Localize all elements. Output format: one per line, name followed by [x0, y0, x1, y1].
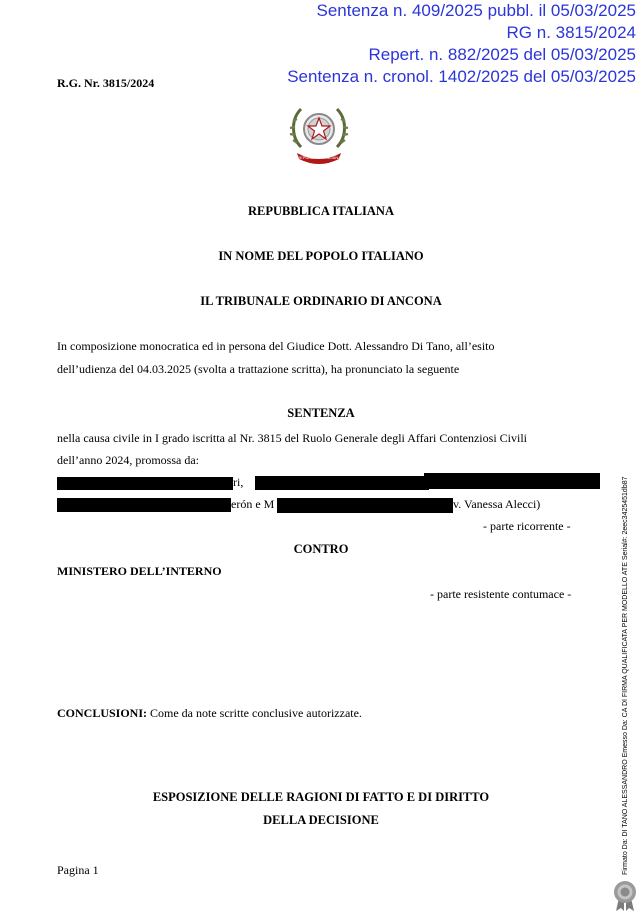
publication-stamp	[287, 0, 636, 88]
redaction-block	[277, 498, 453, 513]
composition-line-1: In composizione monocratica ed in persona del Giudice Dott. Alessandro Di Tano, all’esito	[57, 339, 495, 353]
redaction-block	[255, 476, 429, 490]
conclusioni	[57, 706, 362, 721]
party-fragment: v. Vanessa Alecci)	[453, 497, 541, 511]
resistente-label: - parte resistente contumace -	[430, 587, 572, 601]
sentenza-title: SENTENZA	[287, 406, 355, 420]
emblem-ribbon-text: REPUBBLICA ITALIANA	[297, 155, 341, 160]
conclusioni-label: CONCLUSIONI:	[57, 706, 148, 720]
rg-number: R.G. Nr. 3815/2024	[57, 76, 155, 90]
in-name-title: IN NOME DEL POPOLO ITALIANO	[218, 249, 424, 263]
causa-line-2: dell’anno 2024, promossa da:	[57, 453, 199, 467]
esposizione-title-line-1: ESPOSIZIONE DELLE RAGIONI DI FATTO E DI DIRITTO	[152, 790, 490, 804]
stamp-line-3: Repert. n. 882/2025 del 05/03/2025	[368, 45, 636, 64]
page-number: Pagina 1	[57, 863, 99, 877]
stamp-line-1: Sentenza n. 409/2025 pubbl. il 05/03/2025	[316, 1, 636, 20]
ricorrente-label: - parte ricorrente -	[483, 519, 571, 533]
signature-seal-icon	[612, 880, 638, 912]
redaction-block	[424, 473, 600, 489]
redaction-block	[57, 477, 233, 490]
conclusioni-text: Come da note scritte conclusive autorizzate.	[147, 706, 362, 720]
digital-signature-text: Firmato Da: DI TANO ALESSANDRO Emesso Da: CA DI FIRMA QUALIFICATA PER MODELLO ATE Serial#: 2eec3425451db87	[622, 476, 629, 875]
party-fragment: erón e M	[231, 497, 275, 511]
stamp-line-2: RG n. 3815/2024	[506, 23, 636, 42]
ministry-name: MINISTERO DELL’INTERNO	[57, 564, 222, 578]
republic-title: REPUBBLICA ITALIANA	[248, 204, 394, 218]
party-fragment: ri,	[233, 475, 244, 489]
contro-title: CONTRO	[293, 542, 349, 556]
tribunal-title: IL TRIBUNALE ORDINARIO DI ANCONA	[200, 294, 442, 308]
composition-line-2: dell’udienza del 04.03.2025 (svolta a trattazione scritta), ha pronunciato la seguente	[57, 362, 460, 376]
causa-line-1: nella causa civile in I grado iscritta al Nr. 3815 del Ruolo Generale degli Affari Contenziosi Civili	[57, 431, 527, 445]
redaction-block	[57, 498, 231, 512]
stamp-line-4: Sentenza n. cronol. 1402/2025 del 05/03/2025	[287, 67, 636, 86]
esposizione-title-line-2: DELLA DECISIONE	[263, 813, 379, 827]
